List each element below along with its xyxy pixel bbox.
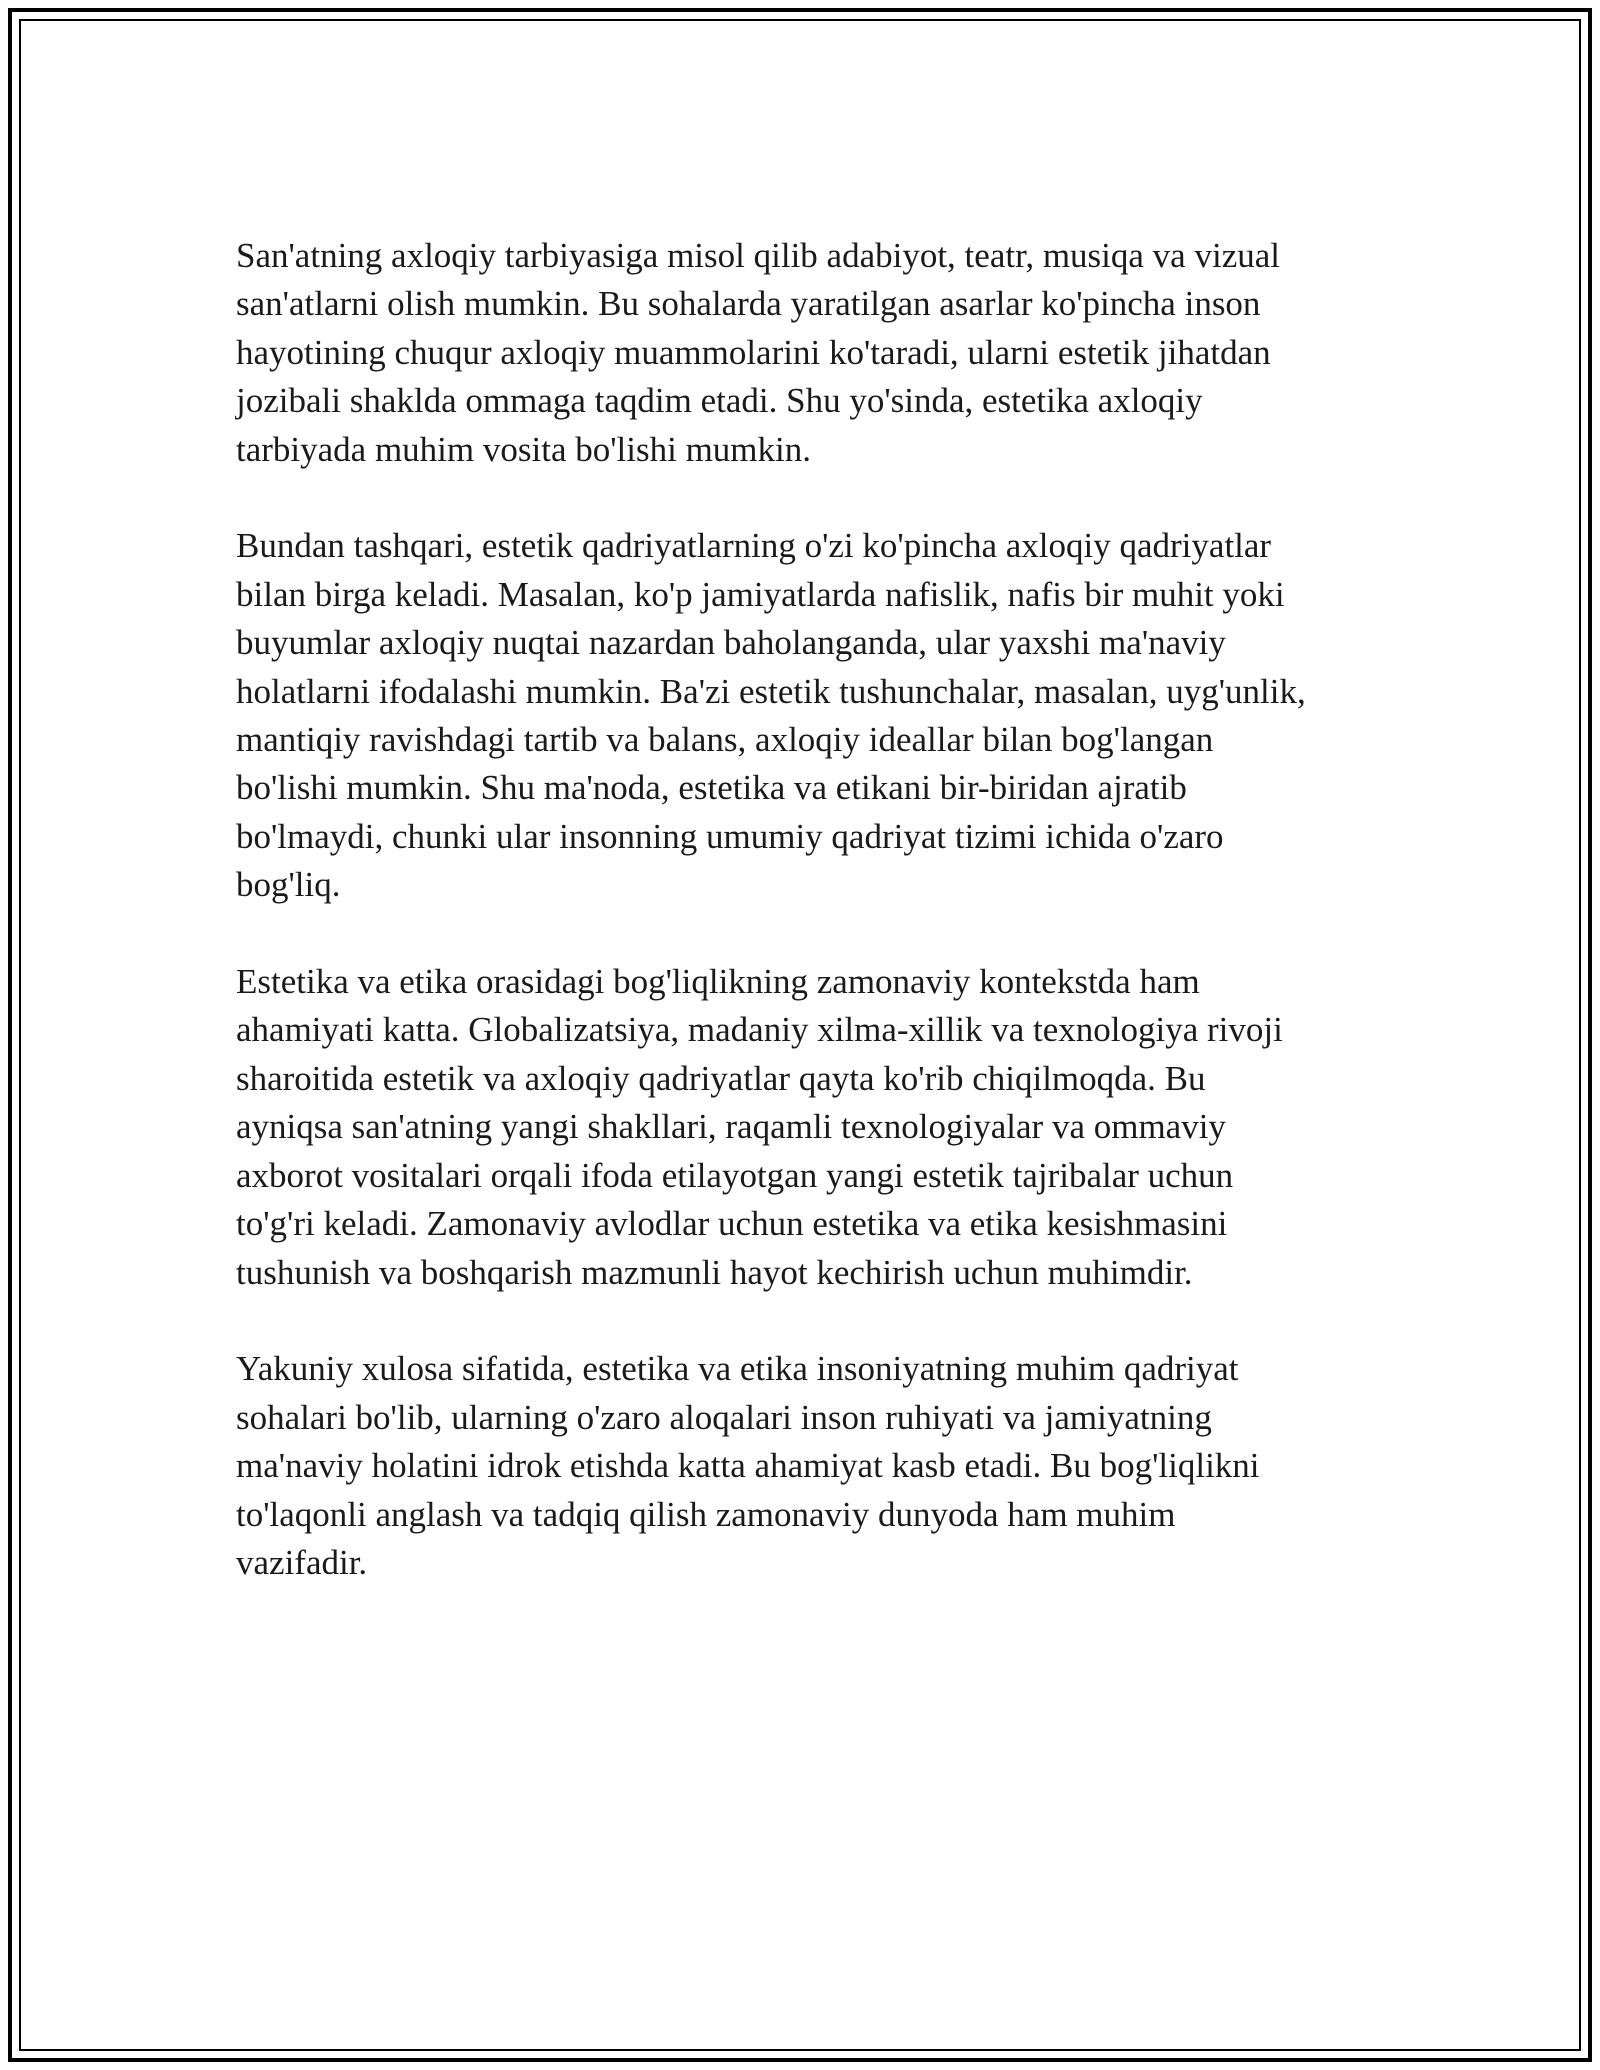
paragraph-1: San'atning axloqiy tarbiyasiga misol qilib adabiyot, teatr, musiqa va vizual san'atlarni olish mumkin. Bu sohalarda yaratilgan asarlar ko'pincha inson hayotining chuqur axloqiy muammolarini ko'taradi, ularni estetik jihatdan jozibali shaklda ommaga taqdim etadi. Shu yo'sinda, estetika axloqiy tarbiyada muhim vosita bo'lishi mumkin. bbox=[236, 236, 1280, 469]
document-body bbox=[236, 232, 1356, 1636]
paragraph-3: Estetika va etika orasidagi bog'liqlikning zamonaviy kontekstda ham ahamiyati katta. Globalizatsiya, madaniy xilma-xillik va texnologiya rivoji sharoitida estetik va axloqiy qadriyatlar qayta ko'rib chiqilmoqda. Bu ayniqsa san'atning yangi shakllari, raqamli texnologiyalar va ommaviy axborot vositalari orqali ifoda etilayotgan yangi estetik tajribalar uchun to'g'ri keladi. Zamonaviy avlodlar uchun estetika va etika kesishmasini tushunish va boshqarish mazmunli hayot kechirish uchun muhimdir. bbox=[236, 962, 1283, 1292]
paragraph-2: Bundan tashqari, estetik qadriyatlarning o'zi ko'pincha axloqiy qadriyatlar bilan birga keladi. Masalan, ko'p jamiyatlarda nafislik, nafis bir muhit yoki buyumlar axloqiy nuqtai nazardan baholanganda, ular yaxshi ma'naviy holatlarni ifodalashi mumkin. Ba'zi estetik tushunchalar, masalan, uyg'unlik, mantiqiy ravishdagi tartib va balans, axloqiy ideallar bilan bog'langan bo'lishi mumkin. Shu ma'noda, estetika va etikani bir-biridan ajratib bo'lmaydi, chunki ular insonning umumiy qadriyat tizimi ichida o'zaro bog'liq. bbox=[236, 526, 1306, 905]
paragraph-4: Yakuniy xulosa sifatida, estetika va etika insoniyatning muhim qadriyat sohalari bo'lib, ularning o'zaro aloqalari inson ruhiyati va jamiyatning ma'naviy holatini idrok etishda katta ahamiyat kasb etadi. Bu bog'liqlikni to'laqonli anglash va tadqiq qilish zamonaviy dunyoda ham muhim vazifadir. bbox=[236, 1349, 1260, 1582]
